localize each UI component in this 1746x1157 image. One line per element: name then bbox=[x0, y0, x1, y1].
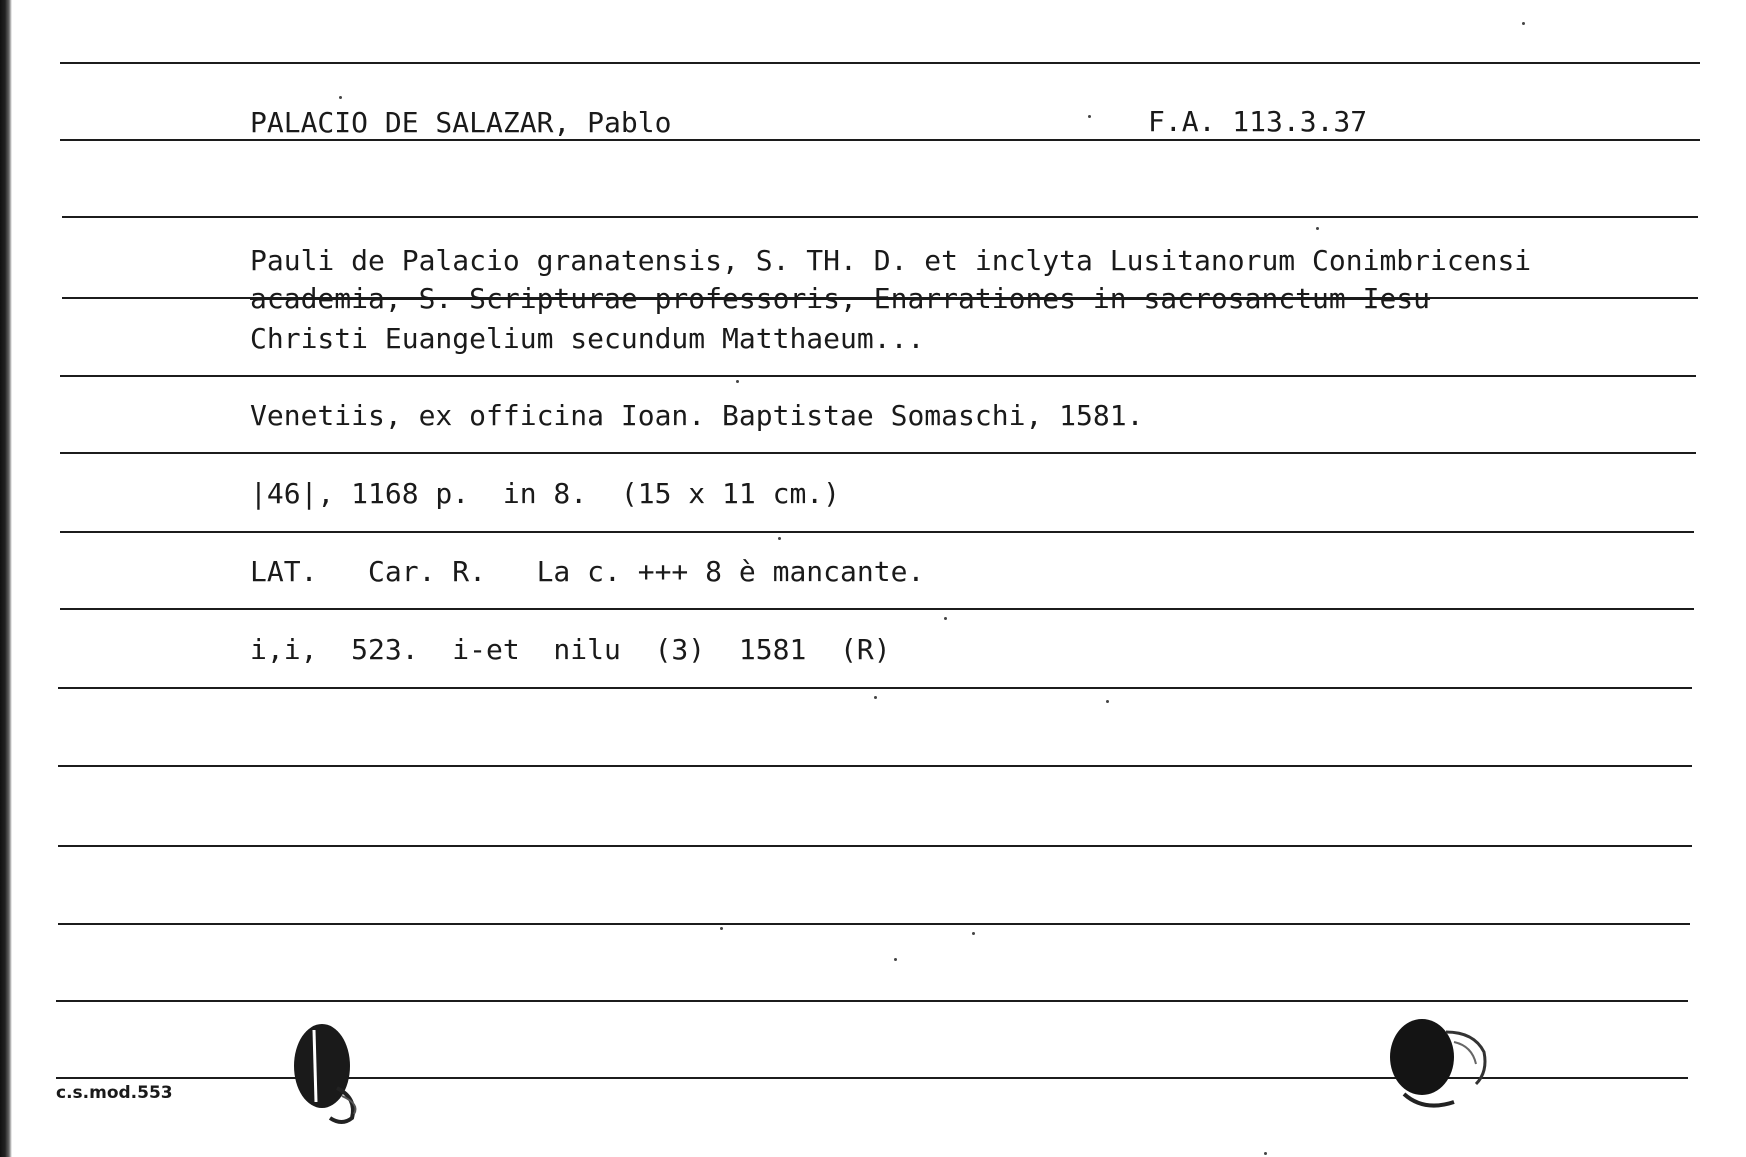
fingerprint: i,i, 523. i-et nilu (3) 1581 (R) bbox=[250, 633, 891, 666]
card-left-edge bbox=[0, 0, 12, 1157]
speck bbox=[874, 696, 877, 699]
speck bbox=[1316, 227, 1319, 230]
author-heading: PALACIO DE SALAZAR, Pablo bbox=[250, 106, 672, 139]
card-rule bbox=[58, 923, 1690, 925]
punch-hole-left bbox=[282, 1018, 382, 1130]
speck bbox=[1088, 115, 1091, 118]
speck bbox=[944, 617, 947, 620]
speck bbox=[339, 96, 342, 99]
card-rule bbox=[60, 608, 1694, 610]
title-line-1: Pauli de Palacio granatensis, S. TH. D. et inclyta Lusitanorum Conimbricensi bbox=[250, 244, 1532, 277]
speck bbox=[894, 958, 897, 961]
card-rule bbox=[60, 452, 1696, 454]
card-rule bbox=[62, 216, 1698, 218]
shelfmark: F.A. 113.3.37 bbox=[1148, 105, 1368, 138]
card-rule bbox=[58, 765, 1692, 767]
collation: |46|, 1168 p. in 8. (15 x 11 cm.) bbox=[250, 477, 841, 510]
speck bbox=[972, 932, 975, 935]
card-rule bbox=[58, 687, 1692, 689]
speck bbox=[778, 537, 781, 540]
speck bbox=[1522, 22, 1525, 25]
card-rule bbox=[60, 375, 1696, 377]
punch-hole-right bbox=[1384, 1012, 1494, 1117]
card-rule bbox=[58, 845, 1692, 847]
notes: LAT. Car. R. La c. +++ 8 è mancante. bbox=[250, 555, 925, 588]
speck bbox=[736, 380, 739, 383]
speck bbox=[1106, 700, 1109, 703]
speck bbox=[1264, 1152, 1267, 1155]
card-rule bbox=[60, 531, 1694, 533]
card-rule bbox=[60, 62, 1700, 64]
form-code: c.s.mod.553 bbox=[56, 1083, 173, 1103]
speck bbox=[720, 927, 723, 930]
title-line-3: Christi Euangelium secundum Matthaeum... bbox=[250, 322, 925, 355]
card-rule bbox=[56, 1000, 1688, 1002]
title-line-2: academia, S. Scripturae professoris, Enarrationes in sacrosanctum Iesu bbox=[250, 282, 1431, 315]
imprint: Venetiis, ex officina Ioan. Baptistae Somaschi, 1581. bbox=[250, 399, 1144, 432]
